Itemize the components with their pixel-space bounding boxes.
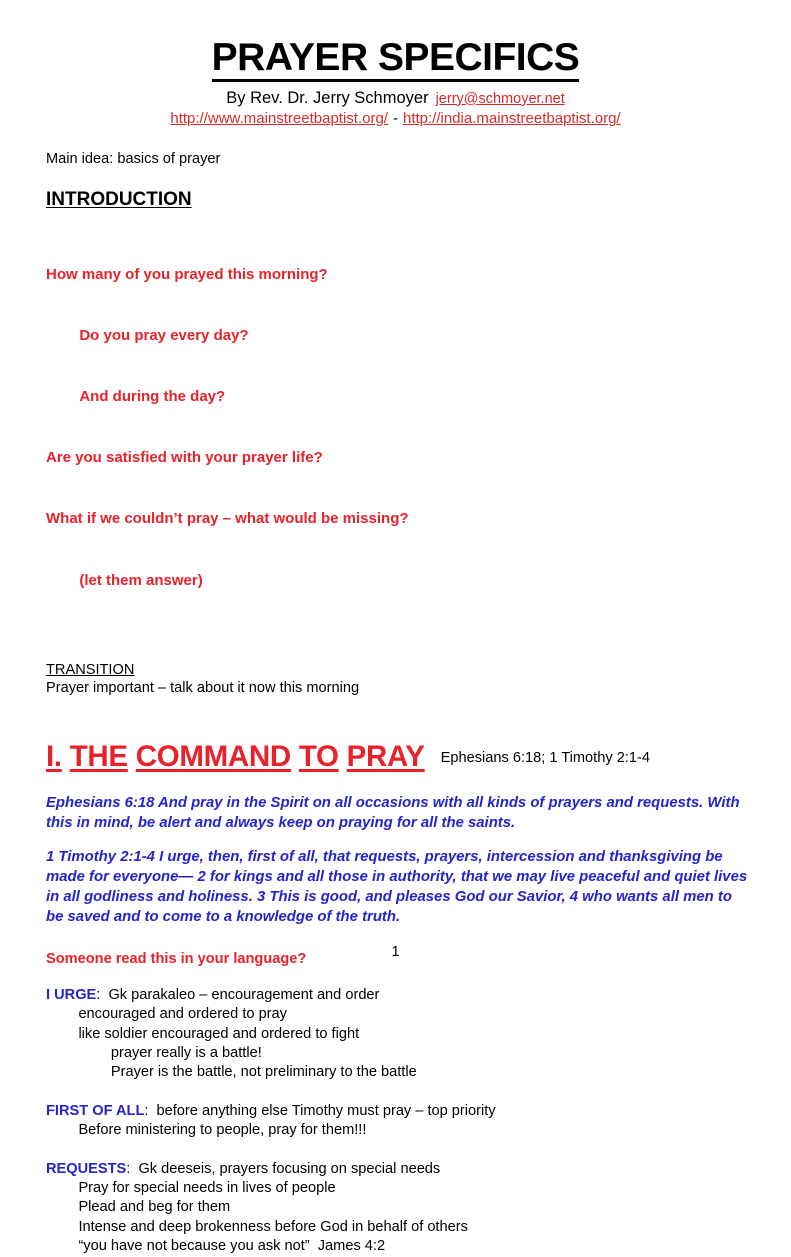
point-sub-line: Plead and beg for them [46,1199,231,1216]
scripture-ephesians: Ephesians 6:18 And pray in the Spirit on all occasions with all kinds of prayers and requests. With this in mind, be alert and always keep on praying for all the saints. [46,794,740,831]
point-label: FIRST OF ALL [46,1102,145,1119]
scripture-timothy: 1 Timothy 2:1-4 I urge, then, first of all, that requests, prayers, intercession and thanksgiving be made for everyone— 2 for kings and all those in authority, that we may live peaceful and quiet lives in all godliness and holiness. 3 This is good, and pleases God our Savior, 4 who wants all men to be saved and to come to a knowledge of the truth. [46,849,748,925]
question-line: How many of you prayed this morning? [46,265,328,283]
section-one-heading-text [46,740,425,773]
question-line: What if we couldn’t pray – what would be missing? [46,510,409,528]
point-sub-line: Intense and deep brokenness before God in behalf of others [46,1218,468,1235]
spacer [46,211,751,224]
point-sub-line: Pray for special needs in lives of people [46,1179,336,1196]
section-one-reference: Ephesians 6:18; 1 Timothy 2:1-4 [440,750,650,767]
spacer [46,169,751,189]
heading-word: THE [69,740,128,774]
transition-text: Prayer important – talk about it now this morning [46,679,360,696]
heading-word: I. [46,740,62,774]
point-sub-line: like soldier encouraged and ordered to fight [46,1025,360,1042]
question-line: (let them answer) [46,571,203,589]
author-name: By Rev. Dr. Jerry Schmoyer [226,88,429,107]
website-link-main[interactable]: http://www.mainstreetbaptist.org/ [170,110,388,128]
url-separator: - [392,110,398,128]
point-heading-line [46,986,751,1005]
byline [0,89,791,108]
spacer [46,774,751,794]
point-label-rest: : before anything else Timothy must pray – top priority [144,1102,496,1119]
point-i-urge [46,986,751,1083]
point-label: I URGE [46,986,97,1003]
spacer [46,632,751,661]
language-prompt: Someone read this in your language? [46,950,307,967]
question-line: And during the day? [46,388,226,406]
transition-heading-wrap [46,661,751,679]
introduction-questions [46,224,751,632]
point-first-of-all [46,1102,751,1141]
question-line: Do you pray every day? [46,326,249,344]
point-label-rest: : Gk deeseis, prayers focusing on special needs [126,1160,441,1177]
document-body [0,150,791,1256]
url-line [0,110,791,128]
page-title: PRAYER SPECIFICS [212,38,580,82]
introduction-heading-wrap [46,189,751,211]
document-header [0,0,791,128]
point-label: REQUESTS [46,1160,127,1177]
question-line: Are you satisfied with your prayer life? [46,449,323,467]
point-sub-line: encouraged and ordered to pray [46,1006,287,1023]
introduction-heading: INTRODUCTION [46,188,192,210]
email-link[interactable]: jerry@schmoyer.net [435,90,565,107]
spacer [46,1083,751,1102]
point-heading-line [46,1102,751,1121]
point-requests [46,1160,751,1257]
section-one-heading [46,741,751,773]
main-idea-line: Main idea: basics of prayer [46,151,221,168]
page-number: 1 [391,944,400,960]
transition-heading: TRANSITION [46,661,135,678]
spacer [46,697,751,741]
point-sub-line: Prayer is the battle, not preliminary to the battle [46,1064,417,1081]
point-sub-line: “you have not because you ask not” James 4:2 [46,1238,386,1255]
website-link-india[interactable]: http://india.mainstreetbaptist.org/ [402,110,621,128]
heading-word: COMMAND [135,740,291,774]
point-sub-line: prayer really is a battle! [46,1044,262,1061]
spacer [46,1141,751,1160]
point-label-rest: : Gk parakaleo – encouragement and order [96,986,380,1003]
point-heading-line [46,1160,751,1179]
point-sub-line: Before ministering to people, pray for them!!! [46,1122,367,1139]
heading-word: TO [298,740,339,774]
heading-word: PRAY [346,740,425,774]
spacer [46,967,751,986]
spacer [46,833,751,848]
